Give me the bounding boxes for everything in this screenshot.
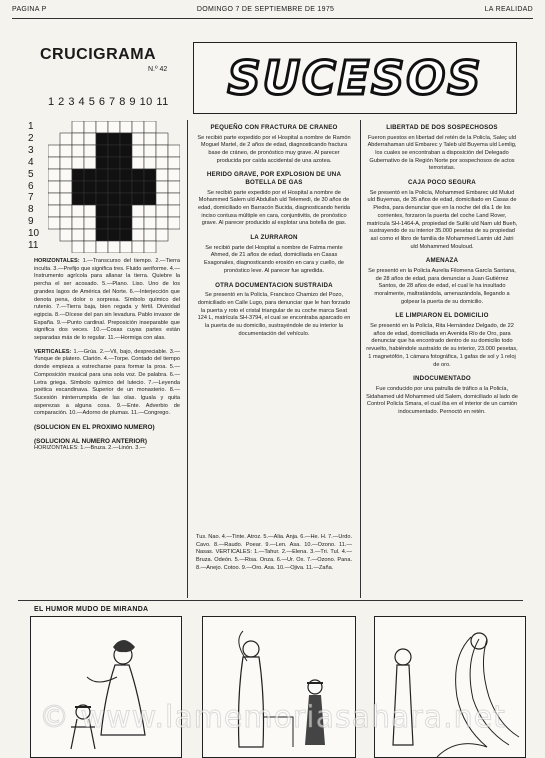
crossword-cell: [108, 205, 120, 217]
crossword-cell: [120, 217, 132, 229]
crossword-cell: [108, 157, 120, 169]
crossword-cell: [120, 169, 132, 181]
crossword-cell: [48, 205, 60, 217]
crossword-cell: [156, 157, 168, 169]
crossword-cell: [72, 145, 84, 157]
crossword-cell: [144, 217, 156, 229]
crossword-cell: [156, 205, 168, 217]
crossword-cell: [60, 181, 72, 193]
article-headline: PEQUEÑO CON FRACTURA DE CRANEO: [210, 124, 338, 131]
horizontales-text: 1.—Transcurso del tiempo. 2.—Tierra inculta. 3.—Prefijo que significa tres. Fluido aeriforme. 4.—Instrumento agrícola para allanar la tierra. Quiebre la percha el ser acosado. 5.—Plano. Liso. Uno de los grandes lagos de América del Norte. 6.—Interjección que denota pena, dolor o sorpresa. Símbolo químico del rutenio. 7.—Tierra baja, bien regada y fértil. Divinidad egipcia. 8.—Dícese del pan sin levadura. Pablo invasor de España. 9.—Punto cardinal. Preposición inseparable que significa dos veces. 10.—Cosas cuyas partes están separadas más de lo regular. 11.—Hormiga con alas.: [34, 258, 180, 342]
crossword-cell: [132, 121, 144, 133]
crossword-cell: [96, 133, 108, 145]
crossword-cell: [144, 241, 156, 253]
crossword-cell: [108, 133, 120, 145]
crossword-cell: [72, 181, 84, 193]
article-body: Se presentó en la Policía, Francisco Chamizo del Pozo, domiciliado en Calle Lugo, para denunciar que le han forzado la puerta y roto el cristal triangular de su coche marca Seat 124 L, matrícula SH-3794, el cual se encontraba aparcado en la puerta de su domicilio, sustrayéndole de su interior la documentación del vehículo.: [197, 292, 351, 337]
solution-continued-text: Tus. Nao. 4.—Tinte. Atroz. 5.—Alia. Anja. 6.—He. H. 7.—Urdo. Cavo. 8.—Raudo. Poear. 9.—Len. Asa. 10.—Ozono. 11.—Nasas. VERTICALES: 1.—Tahur. 2.—Elena. 3.—Tri. Tul. 4.—Bruza. Odeón. 5.—Risa. Onza. 6.—Ur. Ox. 7.—Ozono. Pana. 8.—Anejo. Cotoo. 9.—Oro. Asa. 10.—Ojiva. 11.—Zaña.: [196, 534, 352, 571]
crossword-cell: [120, 241, 132, 253]
crossword-cell: [60, 205, 72, 217]
article-headline: CAJA POCO SEGURA: [408, 179, 476, 187]
horizontales-label: HORIZONTALES:: [34, 258, 80, 264]
crossword-cell: [168, 169, 180, 181]
section-title: SUCESOS: [227, 51, 483, 105]
crossword-cell: [96, 145, 108, 157]
article-body: Se presentó en la Policía, Mohammed Embarec uld Mulud uld Buyemas, de 35 años de edad, domiciliado en Casas de Piedra, para denunciar que en la noche del día 1 de los corrientes, forzaron la puerta del coche Land Rover, matrícula SH-1464-A, propiedad de Suilki uld Nam uld Bueh, sustrayendo de su interior 35.000 pesetas de su propiedad así como el libro de familia de Mohammed Lamin uld Jatri uld Mohammed Mouloud.: [366, 189, 518, 250]
crossword-cell: [96, 121, 108, 133]
crossword-cell: [72, 217, 84, 229]
crossword-cell: [84, 241, 96, 253]
header-paper: LA REALIDAD: [484, 6, 533, 13]
crossword-cell: [144, 121, 156, 133]
crossword-cell: [132, 157, 144, 169]
article-body: Se presentó en la Policía Aurelia Filomena García Santana, de 28 años de edad, para denunciar a Juan Gutiérrez Santos, de 28 años de edad, el cual le ha insultado moralmente, maltratándola, amenazándola, llegando a golpear la puerta de su domicilio.: [368, 267, 516, 305]
crossword-number: N.º 42: [148, 66, 168, 73]
crossword-cell: [108, 217, 120, 229]
crossword-cell: [108, 145, 120, 157]
crossword-cell: [96, 205, 108, 217]
crossword-cell: [84, 145, 96, 157]
crossword-row-number: 11: [28, 240, 39, 252]
crossword-row-number: 10: [28, 228, 40, 240]
crossword-cell: [84, 229, 96, 241]
solution-previous-text: HORIZONTALES: 1.—Bruza. 2.—Linón. 3.—: [34, 445, 146, 452]
crossword-row-number: 2: [28, 132, 34, 144]
comic-panel-2: [202, 616, 356, 758]
crossword-cell: [96, 217, 108, 229]
crossword-cell: [156, 181, 168, 193]
crossword-grid: [48, 121, 180, 253]
crossword-cell: [144, 157, 156, 169]
crossword-cell: [144, 181, 156, 193]
crossword-cell: [48, 169, 60, 181]
verticales-text: 1.—Grúa. 2.—Vil, bajo, despreciable. 3.—Yunque de platero. Clarión. 4.—Torpe. Contado del tiempo donde empieza a estrecharse para formar la proa. 5.—Composición musical para una sola voz. De palabra. 6.—Letra griega. Símbolo químico del lutecio. 7.—Leyenda poética escandinava. Superior de un monasterio. 8.—Sucesión ininterrumpida de las olas. Iguala y quita asperezas a alguna cosa. 9.—Ente. Adverbio de comparación. 10.—Adorno de plumas. 11.—Congrego.: [34, 348, 180, 417]
crossword-cell: [144, 169, 156, 181]
crossword-row-numbers: [28, 121, 39, 252]
section-divider: [18, 600, 523, 601]
crossword-row-number: 4: [28, 156, 34, 168]
crossword-cell: [132, 229, 144, 241]
crossword-cell: [84, 193, 96, 205]
crossword-cell: [96, 169, 108, 181]
crossword-cell: [120, 205, 132, 217]
crossword-cell: [132, 205, 144, 217]
article-body: Fue conducido por una patrulla de tráfico a la Policía, Sidahamed uld Mohammed uld Salem, domiciliado al lado de Control Policía Smara, el cual iba en el interior de un camión indocumentado. Pernoctó en retén.: [366, 385, 518, 415]
crossword-cell: [156, 145, 168, 157]
humor-title: EL HUMOR MUDO DE MIRANDA: [34, 606, 149, 613]
crossword-cell: [132, 217, 144, 229]
solution-continued: [196, 534, 352, 576]
crossword-cell: [168, 181, 180, 193]
crossword-row-number: 7: [28, 192, 34, 204]
section-header-box: [193, 42, 517, 114]
crossword-row-number: 9: [28, 216, 34, 228]
verticales-label: VERTICALES:: [34, 348, 72, 355]
article-headline: LE LIMPIARON EL DOMICILIO: [395, 312, 489, 320]
crossword-cell: [72, 205, 84, 217]
crossword-cell: [156, 193, 168, 205]
crossword-cell: [48, 217, 60, 229]
crossword-row-number: 6: [28, 180, 34, 192]
crossword-cell: [108, 229, 120, 241]
crossword-cell: [144, 229, 156, 241]
article-body: Se recibió parte expedido por el Hospital a nombre de Ramón Moguel Martel, de 2 años de edad, diagnosticando fractura base de cráneo, de pronóstico muy grave. Al parecer producida por caída accidental de una azotea.: [197, 134, 351, 164]
crossword-cell: [120, 121, 132, 133]
crossword-cell: [60, 229, 72, 241]
crossword-cell: [156, 217, 168, 229]
crossword-cell: [144, 145, 156, 157]
crossword-cell: [72, 241, 84, 253]
comic-long-hair-icon: [375, 617, 525, 757]
crossword-title: CRUCIGRAMA: [40, 46, 157, 63]
crossword-cell: [108, 121, 120, 133]
crossword-cell: [144, 193, 156, 205]
article-headline: AMENAZA: [425, 257, 459, 265]
crossword-cell: [120, 229, 132, 241]
crossword-row-number: 5: [28, 168, 34, 180]
crossword-cell: [132, 181, 144, 193]
crossword-cell: [108, 181, 120, 193]
crossword-cell: [132, 169, 144, 181]
article-body: Se recibió parte expedido por el Hospital a nombre de Mohammed Salem uld Abdullah uld Telemedi, de 30 años de edad, domiciliado en Barracón Bucida, diagnosticando herida inciso contusa múltiple en cara, conjuntivitis, de pronóstico grave. Al parecer producido al explotar una botella de gas.: [197, 189, 351, 227]
crossword-cell: [60, 169, 72, 181]
article-body: Se recibió parte del Hospital a nombre de Fatma mente Ahmed, de 21 años de edad, domiciliada en Casas Exagonales, diagnosticando erosión en cara y cuello, de pronóstico leve. Al parecer fue agredida.: [204, 244, 344, 274]
crossword-cell: [60, 157, 72, 169]
crossword-cell: [132, 145, 144, 157]
comic-panel-1: [30, 616, 182, 758]
crossword-cell: [120, 133, 132, 145]
comic-couple-icon: [203, 617, 355, 757]
crossword-cell: [84, 121, 96, 133]
crossword-cell: [120, 193, 132, 205]
comic-panel-3: [374, 616, 526, 758]
crossword-cell: [60, 217, 72, 229]
crossword-column-numbers: 1 2 3 4 5 6 7 8 9 10 11: [48, 96, 169, 108]
solution-previous: (SOLUCION AL NUMERO ANTERIOR): [34, 437, 148, 445]
crossword-cell: [108, 241, 120, 253]
comic-figures-icon: [31, 617, 181, 757]
page-header: [12, 6, 533, 19]
right-column: [366, 118, 518, 420]
crossword-cell: [96, 229, 108, 241]
crossword-cell: [132, 193, 144, 205]
solution-next: (SOLUCION EN EL PROXIMO NUMERO): [34, 424, 155, 432]
header-page: PAGINA P: [12, 6, 47, 13]
crossword-cell: [72, 157, 84, 169]
crossword-cell: [84, 217, 96, 229]
column-divider: [187, 120, 188, 598]
article-headline: LA ZURRARON: [250, 234, 298, 242]
crossword-cell: [108, 169, 120, 181]
crossword-cell: [60, 145, 72, 157]
article-body: Fueron puestos en libertad del retén de la Policía, Saleç uld Abderrahaman uld Embarec y Taleb uld Buyema uld Lemlig, los cuales se encontraban a disposición del Delegado Gubernativo de la Región Norte por sospechosos de actos terroristas.: [367, 134, 517, 172]
crossword-cell: [96, 181, 108, 193]
crossword-cell: [84, 157, 96, 169]
crossword-cell: [72, 193, 84, 205]
crossword-cell: [96, 193, 108, 205]
crossword-cell: [72, 133, 84, 145]
crossword-cell: [84, 169, 96, 181]
crossword-cell: [72, 229, 84, 241]
crossword-cell: [60, 133, 72, 145]
crossword-row-number: 3: [28, 144, 34, 156]
column-divider: [360, 120, 361, 598]
article-headline: HERIDO GRAVE, POR EXPLOSION DE UNA BOTELLA DE GAS: [206, 171, 342, 186]
crossword-cell: [72, 169, 84, 181]
crossword-cell: [168, 145, 180, 157]
crossword-cell: [120, 145, 132, 157]
crossword-cell: [48, 157, 60, 169]
crossword-cell: [132, 133, 144, 145]
crossword-row-number: 1: [28, 121, 34, 132]
crossword-cell: [108, 193, 120, 205]
crossword-cell: [84, 205, 96, 217]
crossword-clues: [34, 258, 180, 456]
crossword-row-number: 8: [28, 204, 34, 216]
crossword-cell: [156, 229, 168, 241]
crossword-cell: [48, 181, 60, 193]
crossword-cell: [168, 157, 180, 169]
crossword-cell: [168, 193, 180, 205]
crossword-cell: [96, 241, 108, 253]
crossword-cell: [48, 145, 60, 157]
crossword-cell: [144, 133, 156, 145]
crossword-cell: [156, 169, 168, 181]
header-date: DOMINGO 7 DE SEPTIEMBRE DE 1975: [196, 6, 335, 13]
article-headline: INDOCUMENTADO: [413, 375, 471, 383]
article-body: Se presentó en la Policía, Rita Hernández Delgado, de 22 años de edad, domiciliada en Avenida Río de Oro, para denunciar que ha encontrado dentro de su domicilio todo revuelto, habiéndole sustraído de su interior, 23.000 pesetas, 1 magnetófón, 1 cámara fotográfica, 1 gafas de sol y 1 reloj de oro.: [366, 323, 518, 368]
crossword-cell: [144, 205, 156, 217]
crossword-cell: [168, 205, 180, 217]
crossword-cell: [120, 157, 132, 169]
watermark: © www.lamemoriasahara.net: [39, 700, 506, 735]
crossword-cell: [84, 133, 96, 145]
crossword-cell: [156, 133, 168, 145]
article-headline: OTRA DOCUMENTACION SUSTRAIDA: [215, 281, 333, 289]
crossword-cell: [60, 193, 72, 205]
crossword-cell: [120, 181, 132, 193]
article-headline: LIBERTAD DE DOS SOSPECHOSOS: [386, 124, 498, 131]
crossword-cell: [72, 121, 84, 133]
crossword-cell: [48, 193, 60, 205]
crossword-cell: [96, 157, 108, 169]
crossword-cell: [132, 241, 144, 253]
crossword-cell: [168, 217, 180, 229]
crossword-cell: [84, 181, 96, 193]
middle-column: [196, 118, 352, 341]
